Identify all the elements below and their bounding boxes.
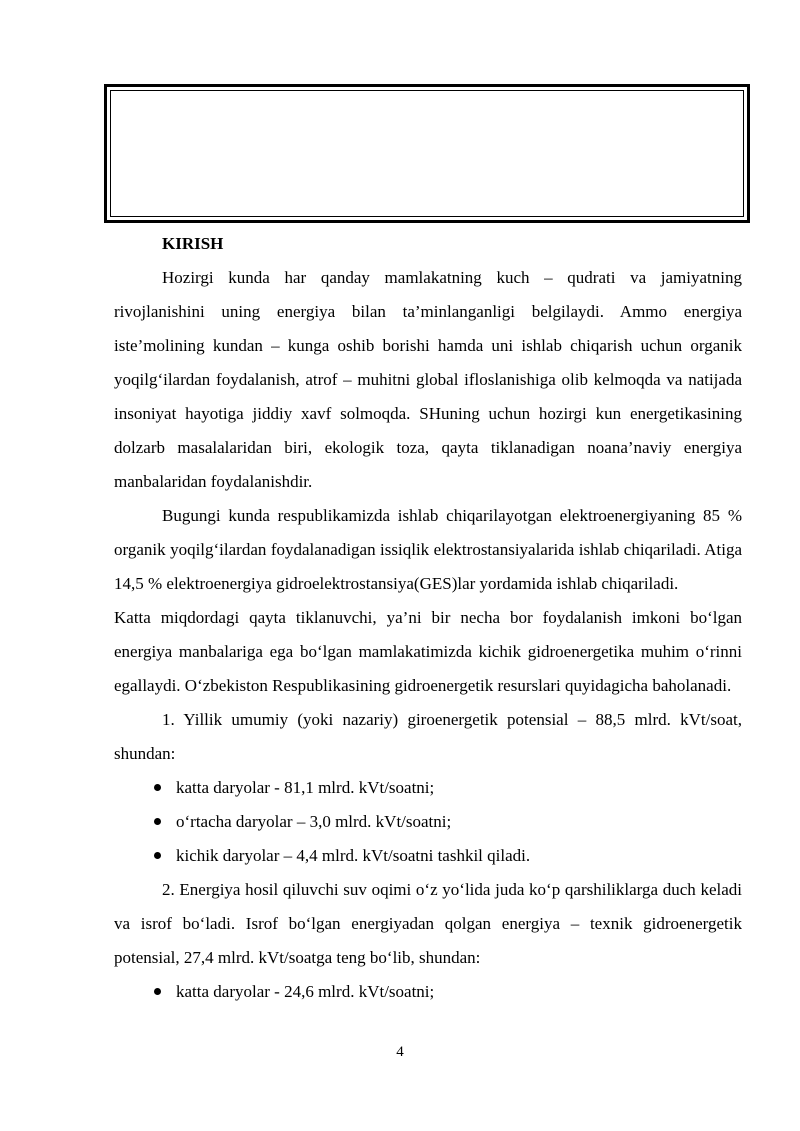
theoretical-potential-list [114,771,742,873]
list-item [114,975,742,1009]
document-body [114,227,742,1009]
technical-potential-list [114,975,742,1009]
page-number: 4 [396,1044,404,1060]
list-item-text: katta daryolar - 24,6 mlrd. kVt/soatni; [176,982,435,1001]
paragraph-electricity-share: Bugungi kunda respublikamizda ishlab chiqarilayotgan elektroenergiyaning 85 % organik yoqilg‘ilardan foydalanadigan issiqlik elektrostansiyalarida ishlab chiqariladi. Atiga 14,5 % elektroenergiya gidroelektrostansiya(GES)lar yordamida ishlab chiqariladi. [114,506,742,593]
list-item [114,805,742,839]
paragraph-theoretical-potential: 1. Yillik umumiy (yoki nazariy) giroenergetik potensial – 88,5 mlrd. kVt/soat, shundan: [114,710,742,763]
bullet-icon [154,784,161,791]
list-item-text: o‘rtacha daryolar – 3,0 mlrd. kVt/soatni; [176,812,452,831]
list-item-text: kichik daryolar – 4,4 mlrd. kVt/soatni tashkil qiladi. [176,846,531,865]
section-heading: KIRISH [162,234,224,253]
bullet-icon [154,818,161,825]
list-item-text: katta daryolar - 81,1 mlrd. kVt/soatni; [176,778,435,797]
list-item [114,839,742,873]
paragraph-hydro-resources: Katta miqdordagi qayta tiklanuvchi, ya’ni bir necha bor foydalanish imkoni bo‘lgan energiya manbalariga ega bo‘lgan mamlakatimizda kichik gidroenergetika muhim o‘rinni egallaydi. O‘zbekiston Respublikasining gidroenergetik resurslari quyidagicha baholanadi. [114,608,742,695]
paragraph-technical-potential: 2. Energiya hosil qiluvchi suv oqimi o‘z yo‘lida juda ko‘p qarshiliklarga duch keladi va isrof bo‘ladi. Isrof bo‘lgan energiyadan qolgan energiya – texnik gidroenergetik potensial, 27,4 mlrd. kVt/soatga teng bo‘lib, shundan: [114,880,742,967]
bullet-icon [154,852,161,859]
bullet-icon [154,988,161,995]
title-frame-inner-border [110,90,744,217]
list-item [114,771,742,805]
title-frame [104,84,750,223]
paragraph-intro: Hozirgi kunda har qanday mamlakatning kuch – qudrati va jamiyatning rivojlanishini uning energiya bilan ta’minlanganligi belgilaydi. Ammo energiya iste’molining kundan – kunga oshib borishi hamda uni ishlab chiqarish uchun organik yoqilg‘ilardan foydalanish, atrof – muhitni global ifloslanishiga olib kelmoqda va natijada insoniyat hayotiga jiddiy xavf solmoqda. SHuning uchun hozirgi kun energetikasining dolzarb masalalaridan biri, ekologik toza, qayta tiklanadigan noana’naviy energiya manbalaridan foydalanishdir. [114,268,742,491]
